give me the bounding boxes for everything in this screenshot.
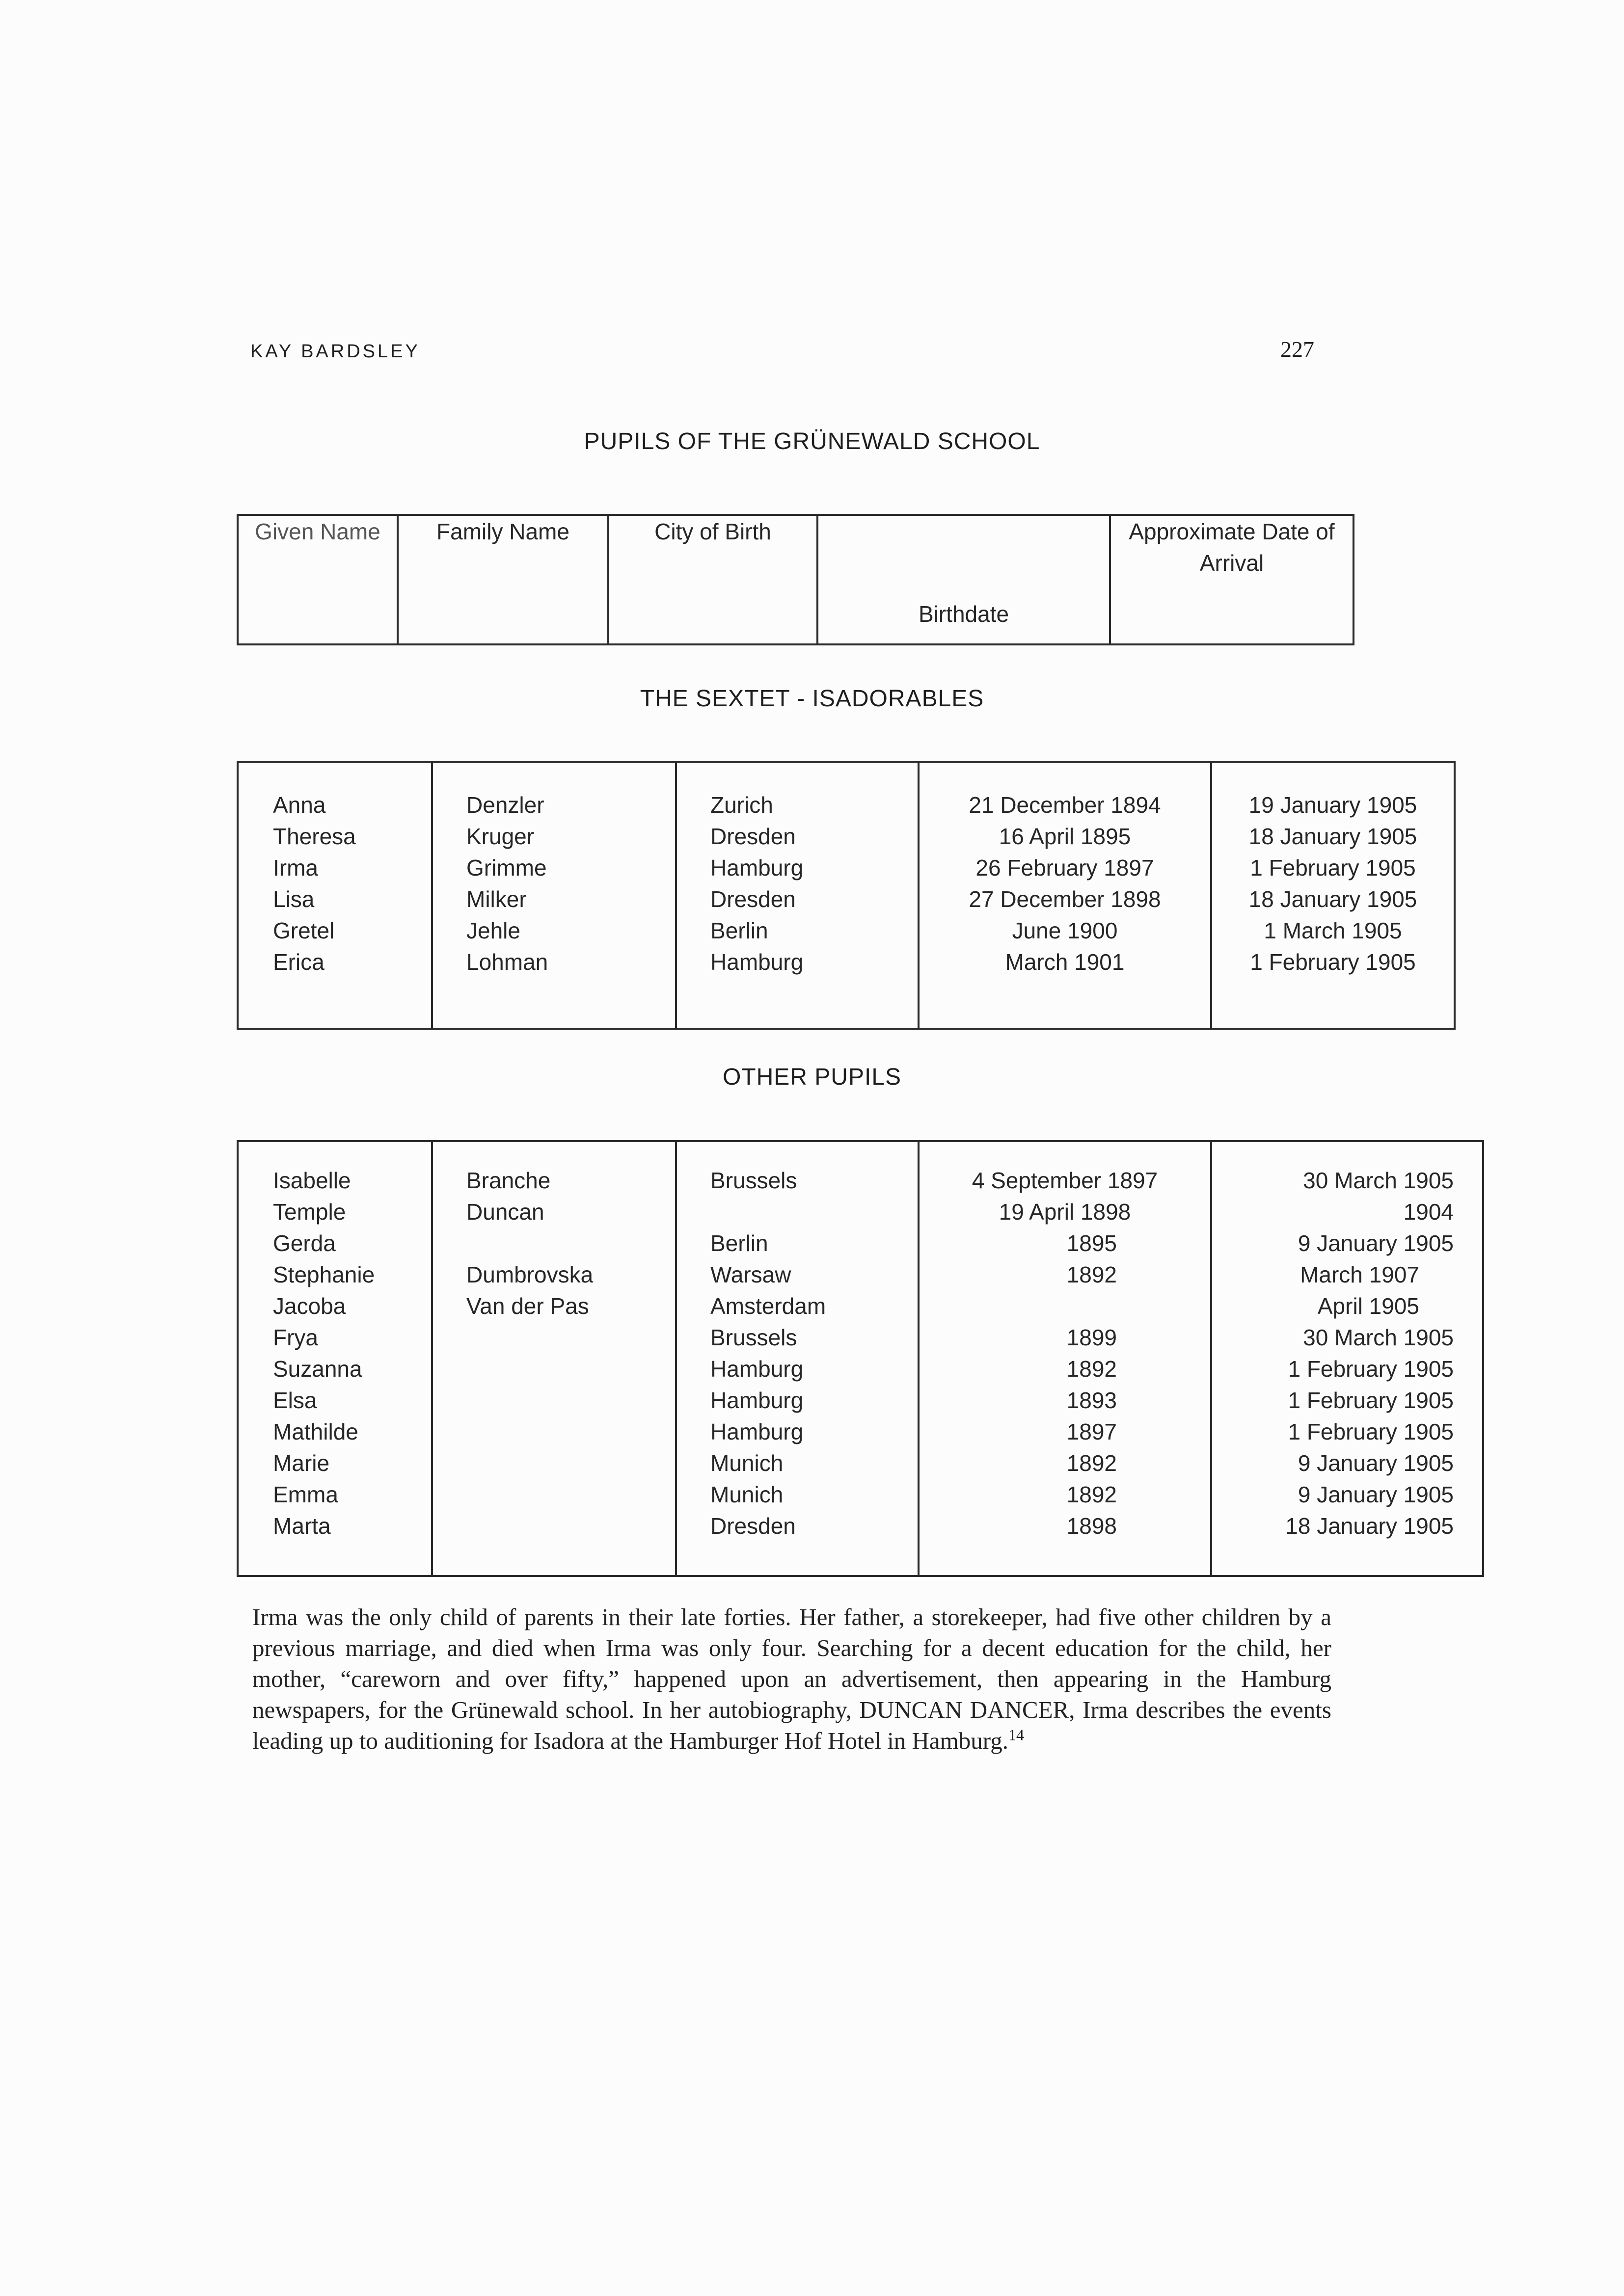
birthdate-cell: 1892 — [1066, 1450, 1117, 1476]
header-birthdate: Birthdate — [817, 515, 1110, 644]
city-cell: Dresden — [710, 1513, 796, 1539]
family-name-cell: Grimme — [466, 855, 547, 881]
city-cell: Hamburg — [710, 1419, 804, 1444]
arrival-cell: March 1907 — [1300, 1262, 1419, 1287]
other-city-column — [676, 1141, 919, 1576]
arrival-cell: 1 February 1905 — [1288, 1419, 1454, 1444]
family-name-cell: Branche — [466, 1168, 551, 1193]
family-name-cell: Denzler — [466, 792, 544, 818]
arrival-cell: 9 January 1905 — [1298, 1450, 1454, 1476]
arrival-cell: 30 March 1905 — [1303, 1168, 1454, 1193]
body-paragraph — [252, 1602, 1331, 1756]
arrival-cell: 1 February 1905 — [1250, 855, 1416, 881]
family-name-cell — [466, 1228, 675, 1259]
arrival-cell: 9 January 1905 — [1298, 1230, 1454, 1256]
given-name-cell: Isabelle — [273, 1168, 351, 1193]
header-given-name: Given Name — [238, 515, 398, 644]
given-name-cell: Gretel — [273, 918, 335, 943]
other-birth-column — [919, 1141, 1211, 1576]
arrival-cell: 1 March 1905 — [1264, 918, 1402, 943]
given-name-cell: Erica — [273, 949, 325, 975]
page-number: 227 — [1280, 337, 1314, 362]
city-cell: Brussels — [710, 1168, 797, 1193]
column-header-row — [238, 515, 1353, 644]
family-name-cell: Van der Pas — [466, 1293, 589, 1319]
arrival-cell: 9 January 1905 — [1298, 1482, 1454, 1507]
city-cell: Hamburg — [710, 1388, 804, 1413]
city-cell: Berlin — [710, 918, 768, 943]
other-given-column — [238, 1141, 432, 1576]
given-name-cell: Temple — [273, 1199, 346, 1225]
given-name-cell: Suzanna — [273, 1356, 362, 1382]
city-cell: Dresden — [710, 824, 796, 849]
given-name-cell: Elsa — [273, 1388, 317, 1413]
given-name-cell: Irma — [273, 855, 318, 881]
main-title: PUPILS OF THE GRÜNEWALD SCHOOL — [584, 428, 1040, 454]
city-cell: Warsaw — [710, 1262, 791, 1287]
sextet-title: THE SEXTET - ISADORABLES — [640, 686, 984, 712]
city-cell: Hamburg — [710, 949, 804, 975]
sextet-birth-column — [919, 762, 1211, 1029]
given-name-cell: Jacoba — [273, 1293, 346, 1319]
birthdate-cell: 26 February 1897 — [975, 855, 1154, 881]
city-cell: Hamburg — [710, 1356, 804, 1382]
given-name-cell: Emma — [273, 1482, 338, 1507]
city-cell: Amsterdam — [710, 1293, 826, 1319]
given-name-cell: Stephanie — [273, 1262, 375, 1287]
city-cell: Zurich — [710, 792, 773, 818]
birthdate-cell: 4 September 1897 — [972, 1168, 1158, 1193]
family-name-cell: Duncan — [466, 1199, 544, 1225]
arrival-cell: 1 February 1905 — [1250, 949, 1416, 975]
family-name-cell: Jehle — [466, 918, 520, 943]
other-pupils-title: OTHER PUPILS — [722, 1064, 902, 1090]
birthdate-cell: March 1901 — [1005, 949, 1125, 975]
birthdate-cell — [920, 1290, 1210, 1322]
other-arrival-column — [1211, 1141, 1483, 1576]
arrival-cell: 18 January 1905 — [1248, 824, 1417, 849]
sextet-arrival-column — [1211, 762, 1455, 1029]
birthdate-cell: 1897 — [1066, 1419, 1117, 1444]
header-arrival: Approximate Date of Arrival — [1110, 515, 1353, 644]
birthdate-cell: 19 April 1898 — [999, 1199, 1131, 1225]
family-name-cell: Milker — [466, 886, 527, 912]
birthdate-cell: 16 April 1895 — [999, 824, 1131, 849]
other-pupils-table — [237, 1140, 1484, 1577]
family-name-cell: Kruger — [466, 824, 535, 849]
birthdate-cell: 1892 — [1066, 1482, 1117, 1507]
birthdate-cell: 21 December 1894 — [969, 792, 1161, 818]
family-name-cell — [466, 1447, 675, 1479]
arrival-cell: 1904 — [1403, 1199, 1454, 1225]
arrival-cell: April 1905 — [1317, 1293, 1419, 1319]
birthdate-cell: 1892 — [1066, 1356, 1117, 1382]
arrival-cell: 19 January 1905 — [1248, 792, 1417, 818]
family-name-cell — [466, 1385, 675, 1416]
arrival-cell: 1 February 1905 — [1288, 1388, 1454, 1413]
family-name-cell — [466, 1322, 675, 1353]
family-name-cell — [466, 1479, 675, 1510]
birthdate-cell: 27 December 1898 — [969, 886, 1161, 912]
city-cell: Munich — [710, 1450, 784, 1476]
given-name-cell: Frya — [273, 1325, 318, 1350]
family-name-cell: Dumbrovska — [466, 1262, 594, 1287]
header-city-of-birth: City of Birth — [608, 515, 817, 644]
other-family-column — [432, 1141, 676, 1576]
arrival-cell: 30 March 1905 — [1303, 1325, 1454, 1350]
sextet-body — [238, 762, 1455, 1029]
family-name-cell — [466, 1416, 675, 1447]
given-name-cell: Marta — [273, 1513, 331, 1539]
given-name-cell: Marie — [273, 1450, 330, 1476]
city-cell: Berlin — [710, 1230, 768, 1256]
birthdate-cell: 1895 — [1066, 1230, 1117, 1256]
given-name-cell: Theresa — [273, 824, 356, 849]
city-cell: Hamburg — [710, 855, 804, 881]
birthdate-cell: 1899 — [1066, 1325, 1117, 1350]
birthdate-cell: 1898 — [1066, 1513, 1117, 1539]
sextet-table — [237, 761, 1456, 1030]
city-cell: Munich — [710, 1482, 784, 1507]
city-cell: Dresden — [710, 886, 796, 912]
birthdate-cell: June 1900 — [1012, 918, 1118, 943]
footnote-marker: 14 — [1008, 1726, 1024, 1744]
family-name-cell — [466, 1510, 675, 1542]
sextet-family-column — [432, 762, 676, 1029]
family-name-cell — [466, 1353, 675, 1385]
sextet-city-column — [676, 762, 919, 1029]
arrival-cell: 18 January 1905 — [1285, 1513, 1454, 1539]
birthdate-cell: 1892 — [1066, 1262, 1117, 1287]
city-cell: Brussels — [710, 1325, 797, 1350]
city-cell — [710, 1196, 918, 1228]
birthdate-cell: 1893 — [1066, 1388, 1117, 1413]
arrival-cell: 1 February 1905 — [1288, 1356, 1454, 1382]
paragraph-text: Irma was the only child of parents in their late forties. Her father, a storekeeper, had five other children by a previous marriage, and died when Irma was only four. Searching for a decent education for the child, her mother, “careworn and over fifty,” happened upon an advertisement, then appearing in the Hamburg newspapers, for the Grünewald school. In her autobiography, DUNCAN DANCER, Irma describes the events leading up to auditioning for Isadora at the Hamburger Hof Hotel in Hamburg. — [252, 1603, 1331, 1754]
given-name-cell: Lisa — [273, 886, 315, 912]
family-name-cell: Lohman — [466, 949, 548, 975]
given-name-cell: Gerda — [273, 1230, 336, 1256]
column-header-table — [237, 514, 1354, 645]
given-name-cell: Anna — [273, 792, 326, 818]
arrival-cell: 18 January 1905 — [1248, 886, 1417, 912]
running-head: KAY BARDSLEY — [250, 341, 420, 362]
sextet-given-column — [238, 762, 432, 1029]
given-name-cell: Mathilde — [273, 1419, 358, 1444]
other-pupils-body — [238, 1141, 1483, 1576]
header-family-name: Family Name — [398, 515, 608, 644]
